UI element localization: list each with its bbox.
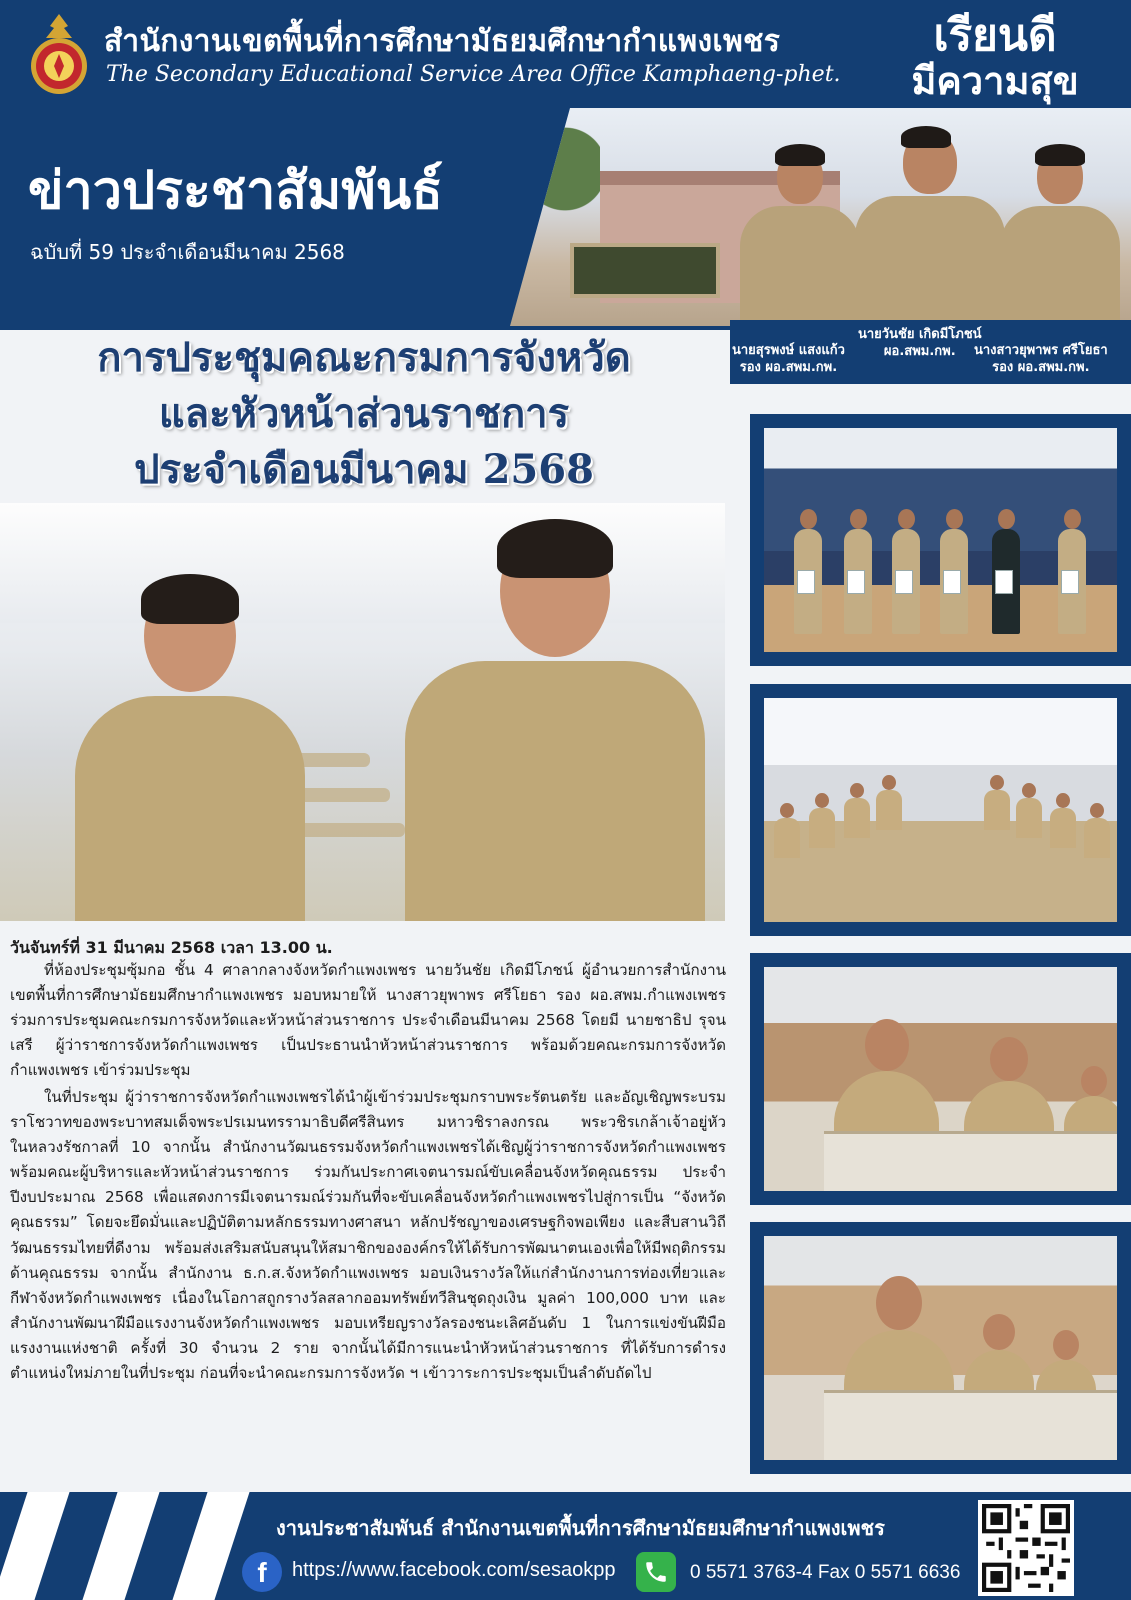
phone-icon bbox=[636, 1552, 676, 1592]
hero-caption-left bbox=[732, 342, 845, 376]
headline-line-1: การประชุมคณะกรมการจังหวัด bbox=[97, 334, 631, 381]
certificate bbox=[995, 570, 1013, 594]
article-paragraph-1: ที่ห้องประชุมซุ้มกอ ชั้น 4 ศาลากลางจังหวัดกำแพงเพชร นายวันชัย เกิดมีโภชน์ ผู้อำนวยการสำนักงานเขตพื้นที่การศึกษามัธยมศึกษากำแพงเพชร มอบหมายให้ นางสาวยุพาพร ศรีโยธา รอง ผอ.สพม.กำแพงเพชร ร่วมการประชุมคณะกรมการจังหวัดและหัวหน้าส่วนราชการ ประจำเดือนมีนาคม 2568 โดยมี นายชาธิป รุจนเสรี ผู้ว่าราชการจังหวัดกำแพงเพชร เป็นประธานนำหัวหน้าส่วนราชการ พร้อมด้วยคณะกรมการจังหวัดกำแพงเพชร เข้าร่วมประชุม bbox=[10, 961, 726, 1080]
org-name-english: The Secondary Educational Service Area Office Kamphaeng-phet. bbox=[106, 62, 841, 87]
office-logo bbox=[28, 12, 90, 98]
article-date: วันจันทร์ที่ 31 มีนาคม 2568 เวลา 13.00 น. bbox=[10, 938, 333, 957]
headline-line-2: และหัวหน้าส่วนราชการ bbox=[158, 390, 570, 437]
seated-figure bbox=[984, 790, 1010, 830]
phone-fax-number: 0 5571 3763-4 Fax 0 5571 6636 bbox=[690, 1562, 961, 1583]
slogan-line-1: เรียนดี bbox=[933, 10, 1057, 61]
hero-photo bbox=[510, 108, 1131, 326]
certificate bbox=[797, 570, 815, 594]
photo-person-right bbox=[405, 525, 705, 921]
side-photo-meeting-table bbox=[750, 1222, 1131, 1474]
caption-name: นายวันชัย เกิดมีโภชน์ bbox=[858, 327, 982, 342]
photo-person-left bbox=[75, 580, 305, 921]
hero-caption-strip bbox=[730, 320, 1131, 384]
footer-stripe bbox=[172, 1492, 249, 1600]
hero-person-right bbox=[1000, 148, 1120, 326]
seated-figure bbox=[1050, 808, 1076, 848]
hero-caption-right bbox=[974, 342, 1108, 376]
seated-figure bbox=[876, 790, 902, 830]
hero-caption-center bbox=[858, 326, 982, 360]
main-photo bbox=[0, 503, 725, 921]
caption-position: รอง ผอ.สพม.กพ. bbox=[739, 360, 838, 375]
seated-figure bbox=[844, 798, 870, 838]
certificate bbox=[1061, 570, 1079, 594]
certificate bbox=[847, 570, 865, 594]
seated-figure bbox=[809, 808, 835, 848]
side-photo-seated-officials bbox=[750, 953, 1131, 1205]
hero-person-left bbox=[740, 148, 860, 326]
seated-figure bbox=[1084, 818, 1110, 858]
slogan-line-2: มีความสุข bbox=[911, 59, 1079, 103]
hero-office-sign bbox=[570, 243, 720, 298]
facebook-icon[interactable]: f bbox=[242, 1552, 282, 1592]
meeting-table bbox=[824, 1131, 1117, 1191]
side-photo-award-ceremony bbox=[750, 414, 1131, 666]
footer-stripe bbox=[82, 1492, 159, 1600]
slogan bbox=[880, 10, 1110, 103]
headline-line-3: ประจำเดือนมีนาคม 2568 bbox=[134, 446, 594, 493]
qr-code[interactable] bbox=[978, 1500, 1074, 1596]
hero-tree bbox=[530, 113, 600, 253]
issue-number: ฉบับที่ 59 ประจำเดือนมีนาคม 2568 bbox=[30, 240, 345, 264]
article-paragraph-2: ในที่ประชุม ผู้ว่าราชการจังหวัดกำแพงเพชรได้นำผู้เข้าร่วมประชุมกราบพระรัตนตรัย และอัญเชิญพระบรมราโชวาทของพระบาทสมเด็จพระปรเมนทรรามาธิบดีศรีสินทร มหาวชิราลงกรณ พระวชิรเกล้าเจ้าอยู่หัว ในหลวงรัชกาลที่ 10 จากนั้น สำนักงานวัฒนธรรมจังหวัดกำแพงเพชรได้เชิญผู้ว่าราชการจังหวัดกำแพงเพชร พร้อมคณะผู้บริหารและหัวหน้าส่วนราชการ ร่วมกันประกาศเจตนารมณ์ขับเคลื่อนจังหวัดคุณธรรม ประจำปีงบประมาณ 2568 เพื่อแสดงการมีเจตนารมณ์ร่วมกันที่จะขับเคลื่อนจังหวัดกำแพงเพชรไปสู่การเป็น “จังหวัดคุณธรรม” โดยจะยึดมั่นและปฏิบัติตามหลักธรรมทางศาสนา หลักปรัชญาของเศรษฐกิจพอเพียง และสืบสานวิถีวัฒนธรรมไทยที่ดีงาม พร้อมส่งเสริมสนับสนุนให้สมาชิกขององค์กรให้ได้รับการพัฒนาตนเองเพื่อให้มีพฤติกรรมด้านคุณธรรม จากนั้น สำนักงาน ธ.ก.ส.จังหวัดกำแพงเพชร มอบเงินรางวัลให้แก่สำนักงานการท่องเที่ยวและกีฬาจังหวัดกำแพงเพชร เนื่องในโอกาสถูกรางวัลสลากออมทรัพย์ทวีสินชุดถุงเงิน มูลค่า 100,000 บาท และสำนักงานพัฒนาฝีมือแรงงานจังหวัดกำแพงเพชร มอบเหรียญรางวัลรองชนะเลิศอันดับ 1 ในการแข่งขันฝีมือแรงงานแห่งชาติ ครั้งที่ 30 จำนวน 2 ราย จากนั้นได้มีการแนะนำหัวหน้าส่วนราชการ ที่ได้รับการดำรงตำแหน่งใหม่ภายในที่ประชุม ก่อนที่จะนำคณะกรมการจังหวัด ฯ เข้าวาระการประชุมเป็นลำดับถัดไป bbox=[10, 1088, 726, 1383]
caption-position: รอง ผอ.สพม.กพ. bbox=[992, 360, 1090, 375]
footer bbox=[0, 1492, 1131, 1600]
caption-name: นางสาวยุพาพร ศรีโยธา bbox=[974, 343, 1108, 358]
caption-position: ผอ.สพม.กพ. bbox=[883, 344, 956, 359]
seated-figure bbox=[1016, 798, 1042, 838]
org-name-thai: สำนักงานเขตพื้นที่การศึกษามัธยมศึกษากำแพงเพชร bbox=[104, 24, 781, 59]
side-photo-meeting-hall bbox=[750, 684, 1131, 936]
footer-stripe bbox=[0, 1492, 70, 1600]
meeting-table bbox=[824, 1390, 1117, 1460]
seated-figure bbox=[774, 818, 800, 858]
certificate bbox=[895, 570, 913, 594]
footer-title: งานประชาสัมพันธ์ สำนักงานเขตพื้นที่การศึกษามัธยมศึกษากำแพงเพชร bbox=[276, 1516, 885, 1540]
certificate bbox=[943, 570, 961, 594]
header-banner bbox=[0, 0, 1131, 330]
section-title: ข่าวประชาสัมพันธ์ bbox=[28, 161, 443, 221]
caption-name: นายสุรพงษ์ แสงแก้ว bbox=[732, 343, 845, 358]
headline bbox=[0, 330, 728, 498]
hero-person-center bbox=[855, 130, 1005, 326]
facebook-link[interactable]: https://www.facebook.com/sesaokpp bbox=[292, 1559, 616, 1581]
